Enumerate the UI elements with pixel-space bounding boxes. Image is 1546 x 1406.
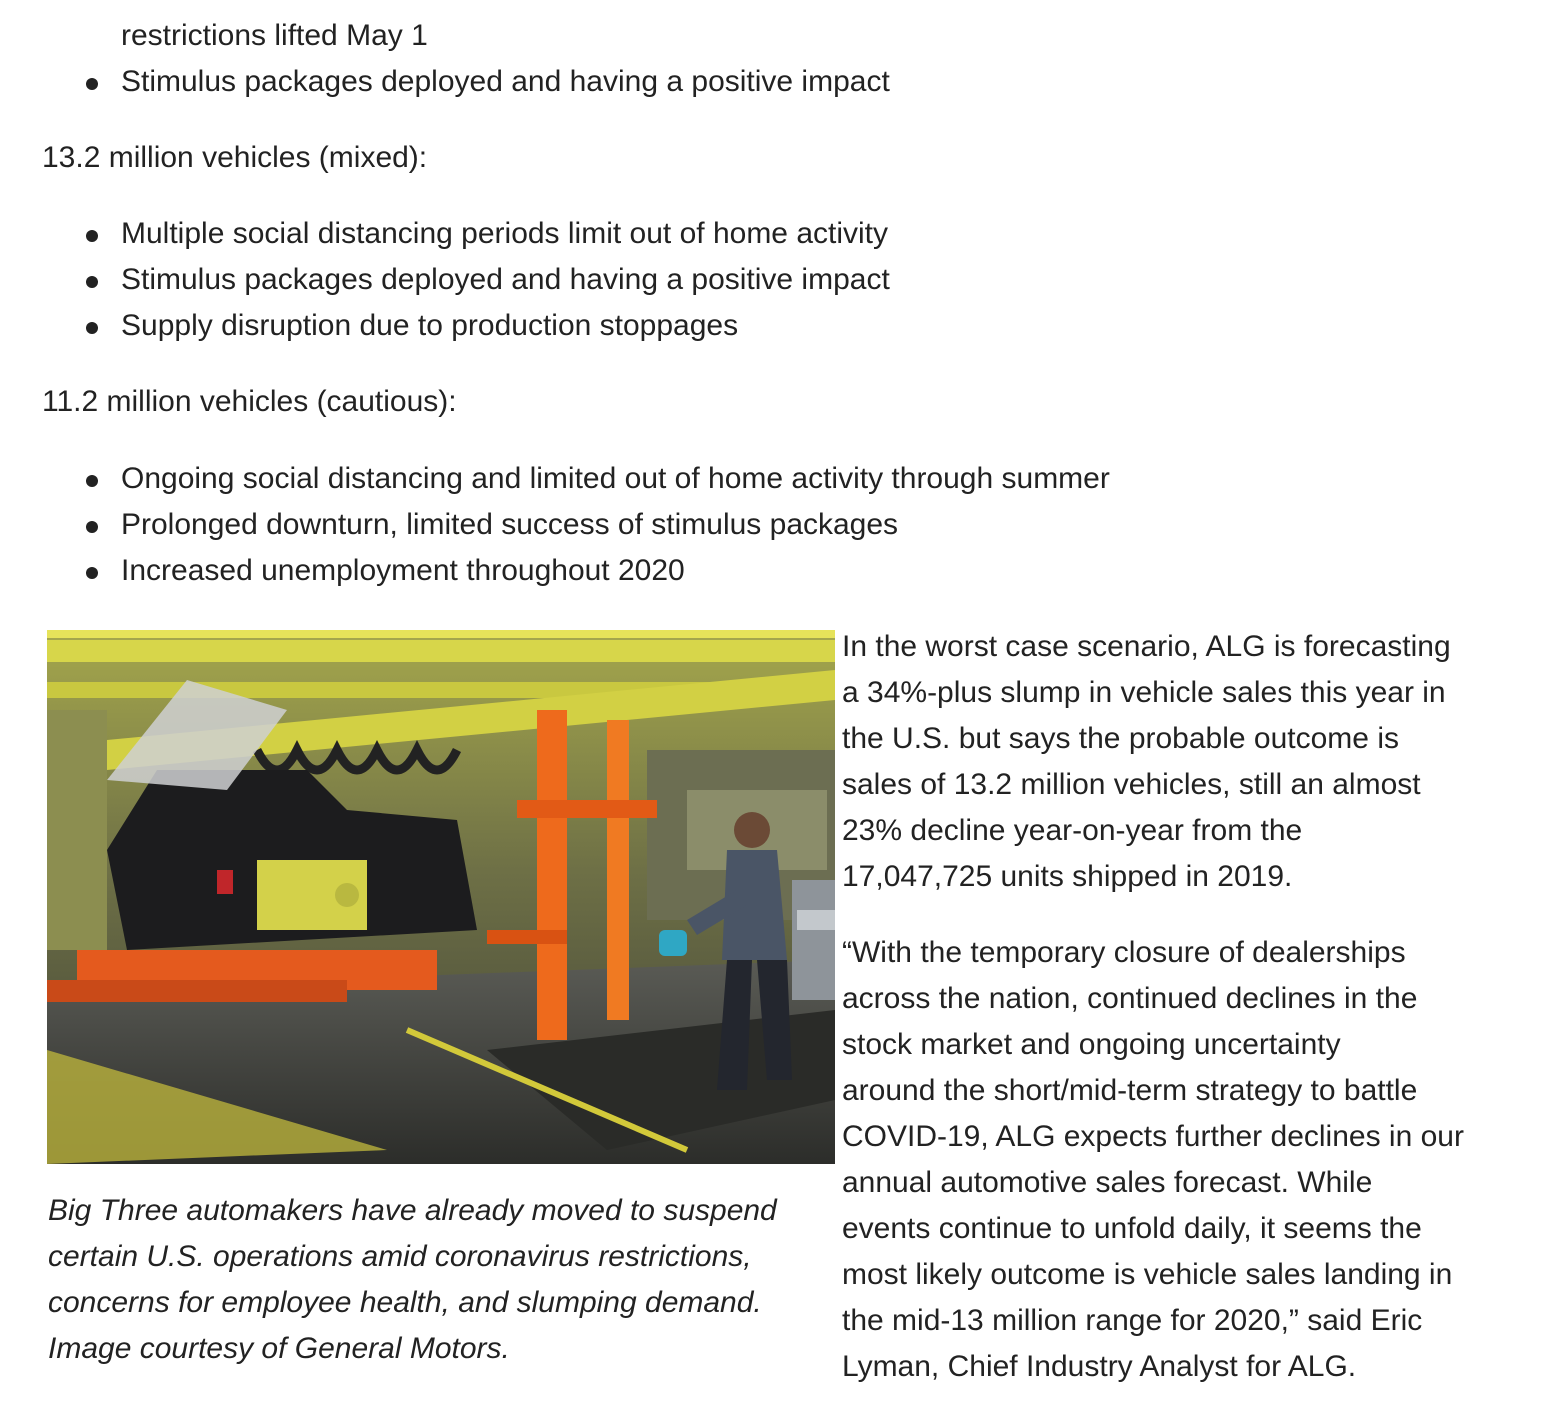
list-item: Prolonged downturn, limited success of stimulus packages	[0, 502, 1110, 548]
list-item: Stimulus packages deployed and having a positive impact	[0, 59, 890, 105]
bullet-list-optimistic	[0, 59, 890, 105]
paragraph-forecast: In the worst case scenario, ALG is forecasting a 34%-plus slump in vehicle sales this year in the U.S. but says the probable outcome is sales of 13.2 million vehicles, still an almost 23% decline year-on-year from the 17,047,725 units shipped in 2019.	[842, 630, 1451, 893]
list-item: Stimulus packages deployed and having a positive impact	[0, 257, 890, 303]
bullet-icon	[86, 78, 98, 90]
list-item: Supply disruption due to production stoppages	[0, 303, 890, 349]
paragraph-quote: “With the temporary closure of dealerships across the nation, continued declines in the stock market and ongoing uncertainty around the short/mid-term strategy to battle COVID-19, ALG expects further declines in our annual automotive sales forecast. While events continue to unfold daily, it seems the most likely outcome is vehicle sales landing in the mid-13 million range for 2020,” said Eric Lyman, Chief Industry Analyst for ALG.	[842, 936, 1464, 1383]
bullet-list-cautious	[0, 456, 1110, 594]
list-item: Increased unemployment throughout 2020	[0, 548, 1110, 594]
bullet-list-mixed	[0, 211, 890, 349]
list-item: Ongoing social distancing and limited out of home activity through summer	[0, 456, 1110, 502]
scenario-cautious-heading: 11.2 million vehicles (cautious):	[42, 385, 457, 418]
bullet-icon	[86, 322, 98, 334]
bullet-icon	[86, 276, 98, 288]
continuation-text: restrictions lifted May 1	[121, 19, 428, 52]
factory-photo	[47, 630, 835, 1164]
bullet-icon	[86, 567, 98, 579]
bullet-icon	[86, 521, 98, 533]
bullet-icon	[86, 475, 98, 487]
bullet-icon	[86, 230, 98, 242]
scenario-mixed-heading: 13.2 million vehicles (mixed):	[42, 141, 428, 174]
photo-caption: Big Three automakers have already moved to suspend certain U.S. operations amid coronavirus restrictions, concerns for employee health, and slumping demand. Image courtesy of General Motors.	[48, 1194, 777, 1365]
list-item: Multiple social distancing periods limit out of home activity	[0, 211, 890, 257]
assembly-line-illustration	[47, 630, 835, 1164]
